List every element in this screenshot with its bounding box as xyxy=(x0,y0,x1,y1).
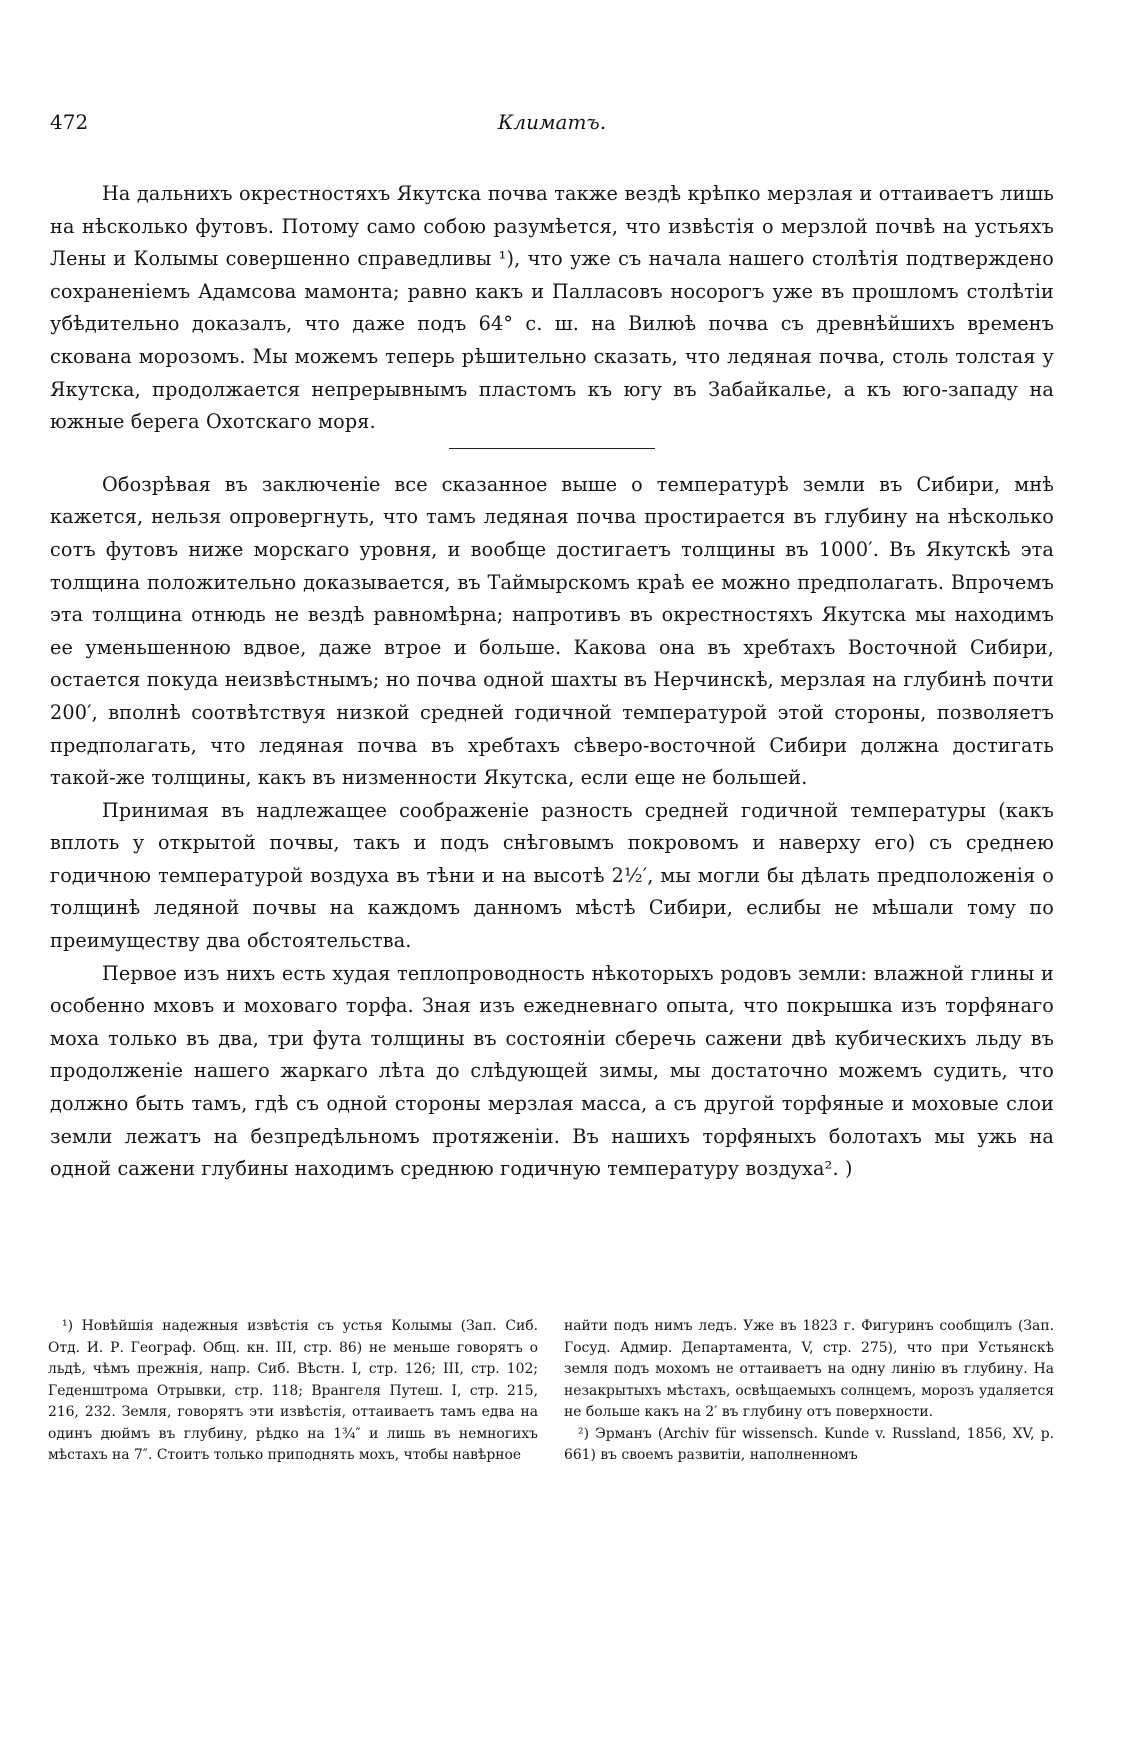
footnotes-left-column xyxy=(48,1316,538,1467)
paragraph: На дальнихъ окрестностяхъ Якутска почва также вездѣ крѣпко мерзлая и оттаиваетъ лишь на нѣсколько футовъ. Потому само собою разумѣется, что извѣстія о мерзлой почвѣ на устьяхъ Лены и Колымы совершенно справедливы ¹), что уже съ начала нашего столѣтія подтверждено сохраненіемъ Адамсова мамонта; равно какъ и Палласовъ носорогъ уже въ прошломъ столѣтіи убѣдительно доказалъ, что даже подъ 64° с. ш. на Вилюѣ почва съ древнѣйшихъ временъ скована морозомъ. Мы можемъ теперь рѣшительно сказать, что ледяная почва, столь толстая у Якутска, продолжается непрерывнымъ пластомъ къ югу въ Забайкалье, а къ юго-западу на южные берега Охотскаго моря. xyxy=(50,182,1054,434)
page-header xyxy=(50,110,1054,144)
section-divider xyxy=(449,448,655,449)
paragraph: Обозрѣвая въ заключеніе все сказанное выше о температурѣ земли въ Сибири, мнѣ кажется, нельзя опровергнуть, что тамъ ледяная почва простирается въ глубину на нѣсколько сотъ футовъ ниже морскаго уровня, и вообще достигаетъ толщины въ 1000′. Въ Якутскѣ эта толщина положительно доказывается, въ Таймырскомъ краѣ ее можно предполагать. Впрочемъ эта толщина отнюдь не вездѣ равномѣрна; напротивъ въ окрестностяхъ Якутска мы находимъ ее уменьшенною вдвое, даже втрое и больше. Какова она въ хребтахъ Восточной Сибири, остается покуда неизвѣстнымъ; но почва одной шахты въ Нерчинскѣ, мерзлая на глубинѣ почти 200′, вполнѣ соотвѣтствуя низкой средней годичной температурой этой стороны, позволяетъ предполагать, что ледяная почва въ хребтахъ сѣверо-восточной Сибири должна достигать такой-же толщины, какъ въ низменности Якутска, если еще не большей. xyxy=(50,472,1054,790)
book-page xyxy=(50,110,1054,1186)
paragraph: Первое изъ нихъ есть худая теплопроводность нѣкоторыхъ родовъ земли: влажной глины и особенно мховъ и моховаго торфа. Зная изъ ежедневнаго опыта, что покрышка изъ торфянаго моха только въ два, три фута толщины въ состояніи сберечь сажени двѣ кубическихъ льду въ продолженіе нашего жаркаго лѣта до слѣдующей зимы, мы достаточно можемъ судить, что должно быть тамъ, гдѣ съ одной стороны мерзлая масса, а съ другой торфяные и моховые слои земли лежатъ на безпредѣльномъ протяженіи. Въ нашихъ торфяныхъ болотахъ мы ужь на одной сажени глубины находимъ среднюю годичную температуру воздуха². ) xyxy=(50,961,1054,1181)
page-number: 472 xyxy=(50,110,89,134)
footnote-continuation: найти подъ нимъ ледъ. Уже въ 1823 г. Фигуринъ сообщилъ (Зап. Госуд. Адмир. Департамента, V, стр. 275), что при Устьянскѣ земля подъ мохомъ не оттаиваетъ на одну линію въ глубину. На незакрытыхъ мѣстахъ, освѣщаемыхъ солнцемъ, морозъ удаляется не больше какъ на 2′ въ глубину отъ поверхности. xyxy=(564,1318,1054,1420)
footnote: ²) Эрманъ (Archiv für wissensch. Kunde v. Russland, 1856, XV, p. 661) въ своемъ развитіи, наполненномъ xyxy=(564,1425,1054,1463)
footnotes-right-column xyxy=(564,1316,1054,1467)
running-title: Климатъ. xyxy=(497,110,607,134)
main-text xyxy=(50,178,1054,1186)
footnotes xyxy=(48,1316,1054,1467)
paragraph: Принимая въ надлежащее соображеніе разность средней годичной температуры (какъ вплоть у открытой почвы, такъ и подъ снѣговымъ покровомъ и наверху его) съ среднею годичною температурой воздуха въ тѣни и на высотѣ 2½′, мы могли бы дѣлать предположенія о толщинѣ ледяной почвы на каждомъ данномъ мѣстѣ Сибири, еслибы не мѣшали тому по преимуществу два обстоятельства. xyxy=(50,798,1054,953)
footnote: ¹) Новѣйшія надежныя извѣстія съ устья Колымы (Зап. Сиб. Отд. И. Р. Географ. Общ. кн. III, стр. 86) не меньше говорятъ о льдѣ, чѣмъ прежнія, напр. Сиб. Вѣстн. I, стр. 126; III, стр. 102; Геденштрома Отрывки, стр. 118; Врангеля Путеш. I, стр. 215, 216, 232. Земля, говорятъ эти извѣстія, оттаиваетъ тамъ едва на одинъ дюймъ въ глубину, рѣдко на 1¾″ и лишь въ немногихъ мѣстахъ на 7″. Стоитъ только приподнять мохъ, чтобы навѣрное xyxy=(48,1318,538,1463)
